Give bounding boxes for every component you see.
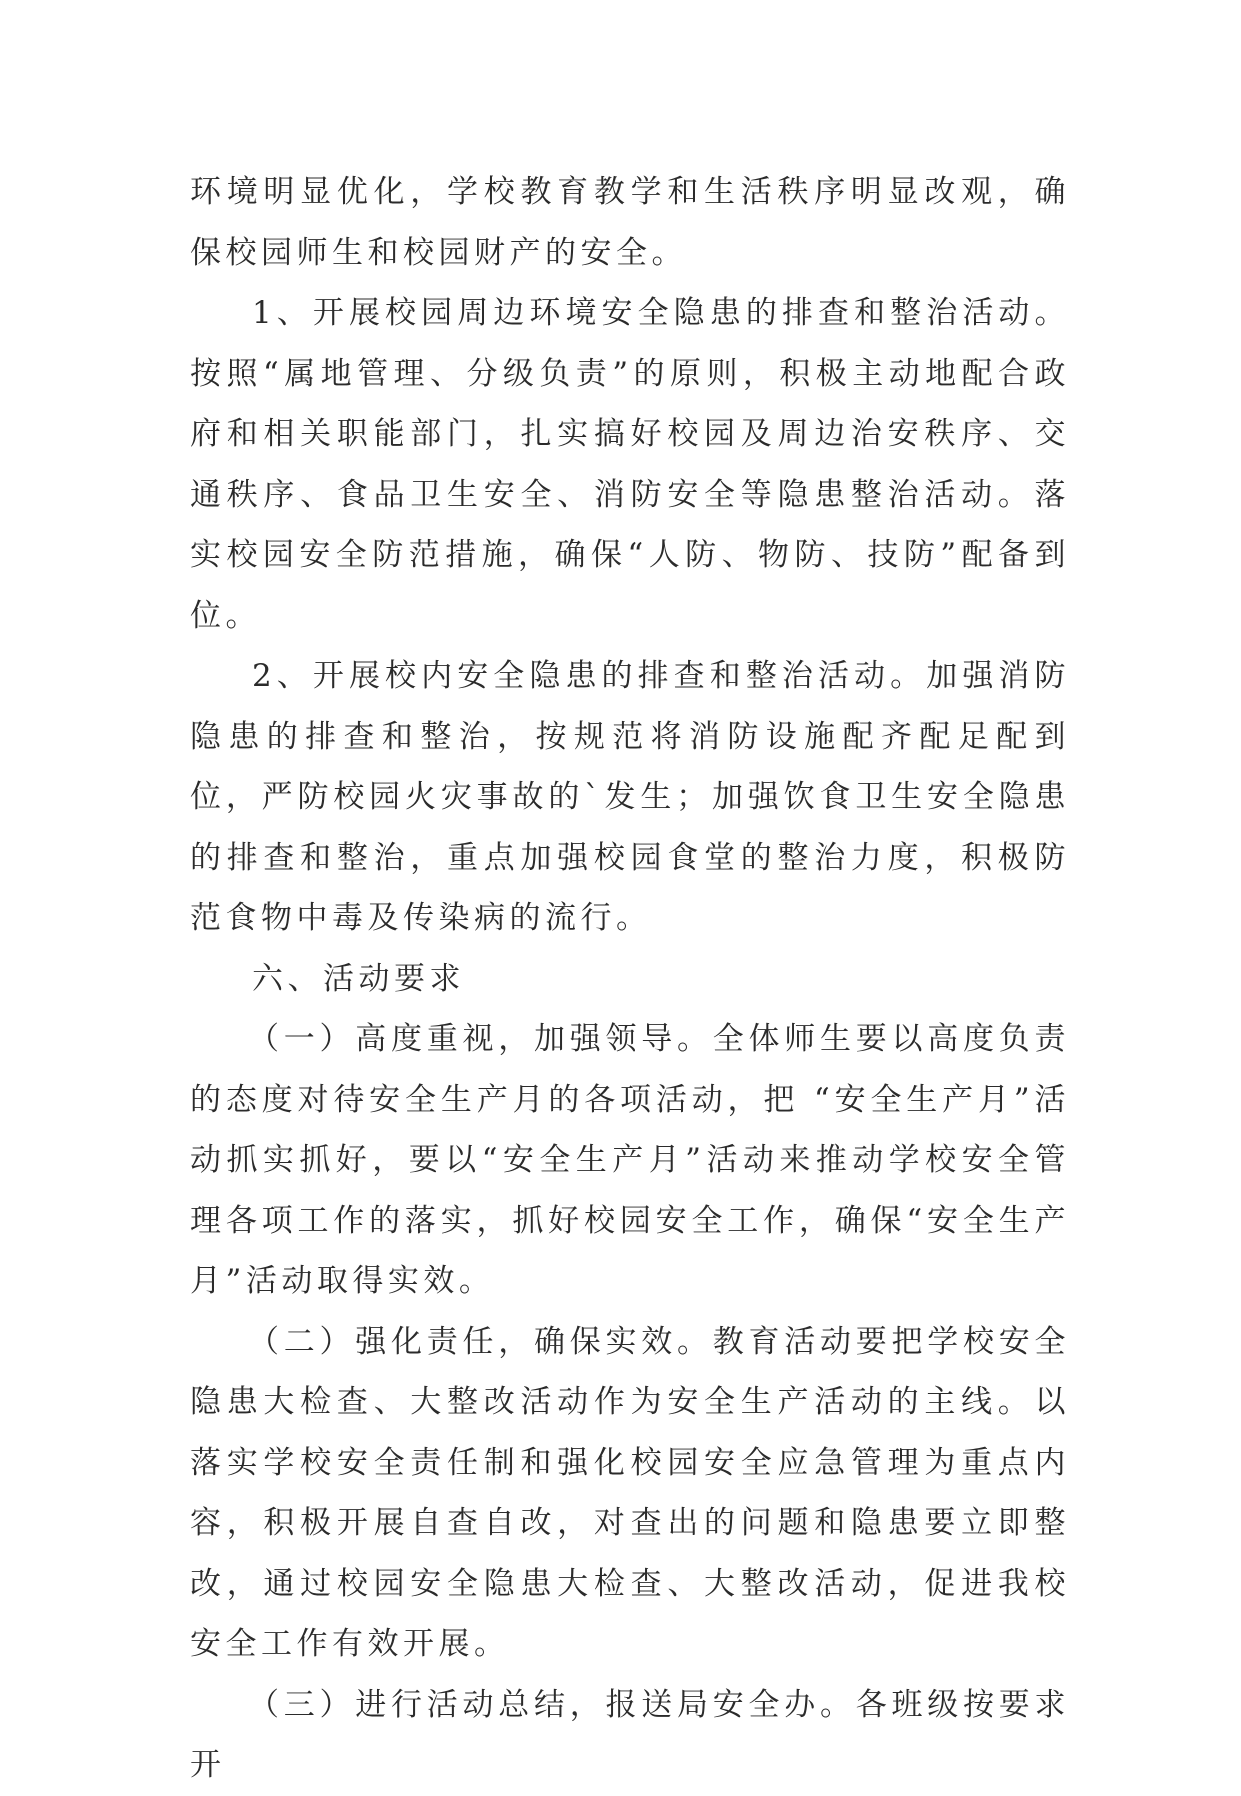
paragraph-continuation: 环境明显优化，学校教育教学和生活秩序明显改观，确保校园师生和校园财产的安全。	[190, 174, 1070, 271]
paragraph-requirement-2: （二）强化责任，确保实效。教育活动要把学校安全隐患大检查、大整改活动作为安全生产活动的主线。以落实学校安全责任制和强化校园安全应急管理为重点内容，积极开展自查自改，对查出的问题和隐患要立即整改，通过校园安全隐患大检查、大整改活动，促进我校安全工作有效开展。	[190, 1323, 1070, 1662]
paragraph-requirement-1: （一）高度重视，加强领导。全体师生要以高度负责的态度对待安全生产月的各项活动，把 “安全生产月”活动抓实抓好，要以“安全生产月”活动来推动学校安全管理各项工作的落实，抓好校园安全工作，确保“安全生产月”活动取得实效。	[190, 1021, 1070, 1299]
document-body	[190, 162, 1070, 1796]
paragraph-requirement-3: （三）进行活动总结，报送局安全办。各班级按要求开	[190, 1686, 1070, 1783]
paragraph-item-2: 2、开展校内安全隐患的排查和整治活动。加强消防隐患的排查和整治，按规范将消防设施配齐配足配到位，严防校园火灾事故的`发生；加强饮食卫生安全隐患的排查和整治，重点加强校园食堂的整治力度，积极防范食物中毒及传染病的流行。	[190, 658, 1070, 936]
section-heading: 六、活动要求	[252, 960, 465, 997]
paragraph-item-1: 1、开展校园周边环境安全隐患的排查和整治活动。按照“属地管理、分级负责”的原则，积极主动地配合政府和相关职能部门，扎实搞好校园及周边治安秩序、交通秩序、食品卫生安全、消防安全等隐患整治活动。落实校园安全防范措施，确保“人防、物防、技防”配备到位。	[190, 295, 1070, 634]
